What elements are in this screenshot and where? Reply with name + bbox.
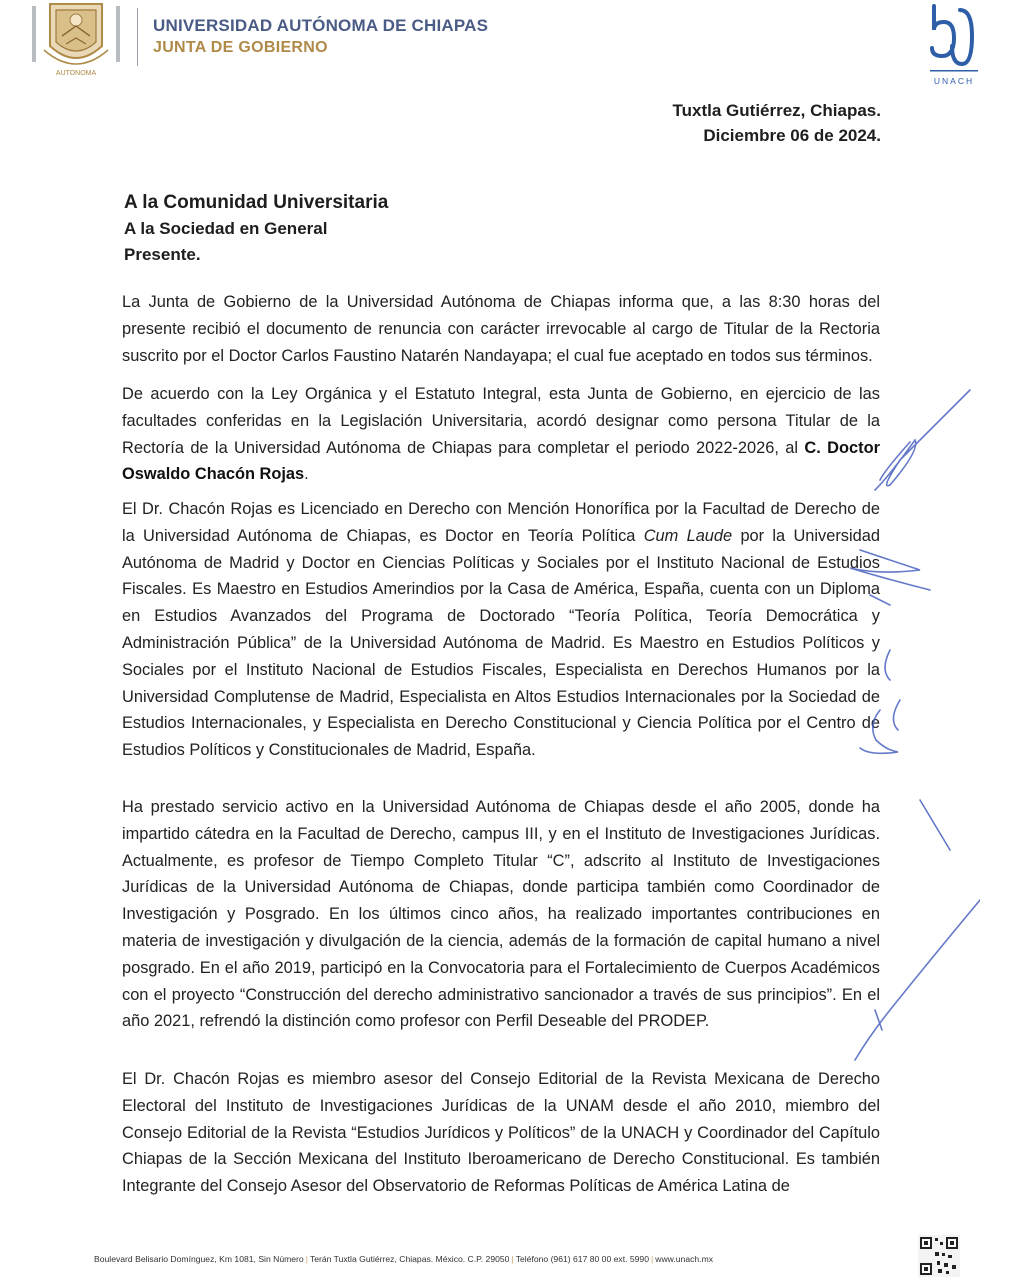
footer-city: Terán Tuxtla Gutiérrez, Chiapas. México. C.P. 29050 bbox=[309, 1254, 510, 1264]
addressee-society: A la Sociedad en General bbox=[124, 219, 328, 238]
paragraph-education bbox=[122, 496, 880, 764]
letter-place: Tuxtla Gutiérrez, Chiapas. bbox=[672, 101, 881, 120]
paragraph-editorial: El Dr. Chacón Rojas es miembro asesor del Consejo Editorial de la Revista Mexicana de Derecho Electoral del Instituto de Investigaciones Jurídicas de la UNAM desde el año 2010, miembro del Consejo Editorial de la Revista “Estudios Jurídicos y Políticos” de la UNACH y Coordinador del Capítulo Chiapas de la Sección Mexicana del Instituto Iberoamericano de Derecho Constitucional. Es también Integrante del Consejo Asesor del Observatorio de Reformas Políticas de América Latina de bbox=[122, 1070, 880, 1196]
university-seal-icon bbox=[22, 0, 130, 82]
paragraph-service: Ha prestado servicio activo en la Universidad Autónoma de Chiapas desde el año 2005, donde ha impartido cátedra en la Facultad de Derecho, campus III, y en el Instituto de Investigaciones Jurídicas. Actualmente, es profesor de Tiempo Completo Titular “C”, adscrito al Instituto de Investigaciones Jurídicas de la Universidad Autónoma de Chiapas, donde participa también como Coordinador de Investigación y Posgrado. En los últimos cinco años, ha realizado importantes contribuciones en materia de investigación y divulgación de la ciencia, además de la formación de capital humano a nivel posgrado. En el año 2019, participó en la Convocatoria para el Fortalecimiento de Cuerpos Académicos con el proyecto “Construcción del derecho administrativo sancionador a través de sus principios”. En el año 2021, refrendó la distinción como profesor con Perfil Deseable del PRODEP. bbox=[122, 798, 880, 1031]
paragraph-appointment-end: . bbox=[304, 465, 309, 484]
letter-footer bbox=[94, 1254, 713, 1264]
paragraph-resignation: La Junta de Gobierno de la Universidad Autónoma de Chiapas informa que, a las 8:30 horas del presente recibió el documento de renuncia con carácter irrevocable al cargo de Titular de la Rectoria suscrito por el Doctor Carlos Faustino Natarén Nandayapa; el cual fue aceptado en todos sus términos. bbox=[122, 293, 880, 365]
svg-text:AUTONOMA: AUTONOMA bbox=[55, 70, 97, 77]
cum-laude-text: Cum Laude bbox=[643, 526, 733, 545]
anniversary-50-logo-icon bbox=[922, 0, 986, 92]
board-name: JUNTA DE GOBIERNO bbox=[153, 39, 328, 56]
university-name: UNIVERSIDAD AUTÓNOMA DE CHIAPAS bbox=[153, 16, 489, 35]
header-divider bbox=[137, 8, 138, 66]
footer-separator: | bbox=[651, 1254, 654, 1264]
qr-code-icon bbox=[918, 1235, 960, 1277]
footer-phone: Teléfono (961) 617 80 00 ext. 5990 bbox=[515, 1254, 649, 1264]
appointee-name: C. Doctor Oswaldo Chacón Rojas bbox=[122, 438, 880, 484]
letter-date: Diciembre 06 de 2024. bbox=[703, 126, 881, 145]
footer-address: Boulevard Belisario Domínguez, Km 1081, Sin Número bbox=[94, 1254, 304, 1264]
paragraph-education-text-a: El Dr. Chacón Rojas es Licenciado en Derecho con Mención Honorífica por la Facultad de Derecho de la Universidad Autónoma de Chiapas, es Doctor en Teoría Política bbox=[122, 500, 880, 545]
svg-text:UNACH: UNACH bbox=[933, 76, 975, 86]
footer-website: www.unach.mx bbox=[655, 1254, 714, 1264]
paragraph-appointment-text: De acuerdo con la Ley Orgánica y el Estatuto Integral, esta Junta de Gobierno, en ejercicio de las facultades conferidas en la Legislación Universitaria, acordó designar como persona Titular de la Rectoría de la Universidad Autónoma de Chiapas para completar el periodo 2022-2026, al bbox=[122, 385, 880, 457]
footer-separator: | bbox=[511, 1254, 514, 1264]
addressee-community: A la Comunidad Universitaria bbox=[124, 192, 389, 213]
footer-separator: | bbox=[305, 1254, 308, 1264]
paragraph-appointment bbox=[122, 381, 880, 488]
paragraph-education-text-b: por la Universidad Autónoma de Madrid y Doctor en Ciencias Políticas y Sociales por el Instituto Nacional de Estudios Fiscales. Es Maestro en Estudios Amerindios por la Casa de América, España, cuenta con un Diploma en Estudios Avanzados del Programa de Doctorado “Teoría Política, Teoría Democrática y Administración Pública” de la Universidad Autónoma de Madrid. Es Maestro en Estudios Políticos y Sociales por el Instituto Nacional de Estudios Fiscales, Especialista en Derechos Humanos por la Universidad Complutense de Madrid, Especialista en Altos Estudios Internacionales por la Sociedad de Estudios Internacionales, y Especialista en Derecho Constitucional y Ciencia Política por el Centro de Estudios Políticos y Constitucionales de Madrid, España. bbox=[122, 526, 880, 760]
addressee-present: Presente. bbox=[124, 245, 201, 264]
